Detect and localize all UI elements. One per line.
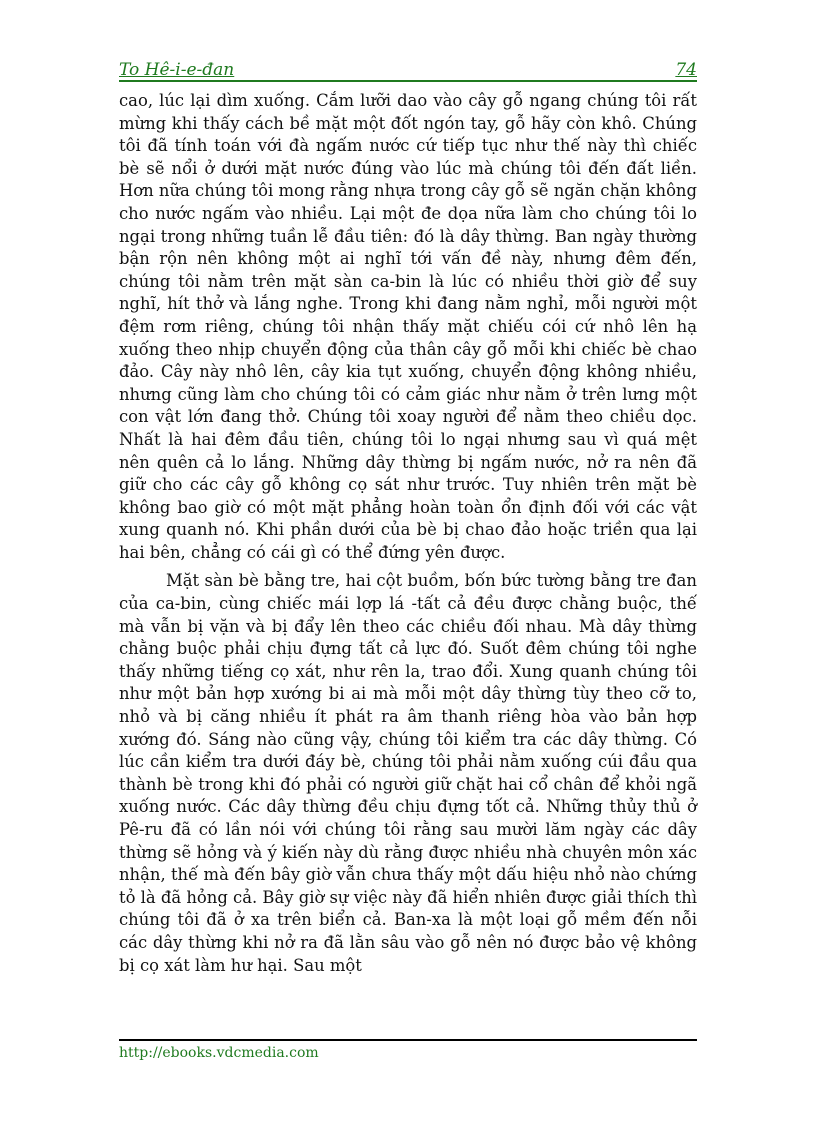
footer-url: http://ebooks.vdcmedia.com bbox=[119, 1045, 319, 1061]
page-number: 74 bbox=[675, 60, 697, 80]
running-header bbox=[119, 60, 697, 82]
book-title: To Hê-i-e-đan bbox=[119, 60, 235, 80]
body-text bbox=[119, 90, 697, 977]
header-divider bbox=[119, 80, 697, 82]
paragraph-1: cao, lúc lại dìm xuống. Cắm lưỡi dao vào cây gỗ ngang chúng tôi rất mừng khi thấy cách bề mặt một đốt ngón tay, gỗ hãy còn khô. Chúng tôi đã tính toán với đà ngấm nước cứ tiếp tục như thế này thì chiếc bè sẽ nổi ở dưới mặt nước đúng vào lúc mà chúng tôi đến đất liền. Hơn nữa chúng tôi mong rằng nhựa trong cây gỗ sẽ ngăn chặn không cho nước ngấm vào nhiều. Lại một đe dọa nữa làm cho chúng tôi lo ngại trong những tuần lễ đầu tiên: đó là dây thừng. Ban ngày thường bận rộn nên không một ai nghĩ tới vấn đề này, nhưng đêm đến, chúng tôi nằm trên mặt sàn ca-bin là lúc có nhiều thời giờ để suy nghĩ, hít thở và lắng nghe. Trong khi đang nằm nghỉ, mỗi người một đệm rơm riêng, chúng tôi nhận thấy mặt chiếu cói cứ nhô lên hạ xuống theo nhịp chuyển động của thân cây gỗ mỗi khi chiếc bè chao đảo. Cây này nhô lên, cây kia tụt xuống, chuyển động không nhiều, nhưng cũng làm cho chúng tôi có cảm giác như nằm ở trên lưng một con vật lớn đang thở. Chúng tôi xoay người để nằm theo chiều dọc. Nhất là hai đêm đầu tiên, chúng tôi lo ngại nhưng sau vì quá mệt nên quên cả lo lắng. Những dây thừng bị ngấm nước, nở ra nên đã giữ cho các cây gỗ không cọ sát như trước. Tuy nhiên trên mặt bè không bao giờ có một mặt phẳng hoàn toàn ổn định đối với các vật xung quanh nó. Khi phần dưới của bè bị chao đảo hoặc triền qua lại hai bên, chẳng có cái gì có thể đứng yên được. bbox=[119, 91, 697, 562]
footer-divider bbox=[119, 1039, 697, 1041]
paragraph-2: Mặt sàn bè bằng tre, hai cột buồm, bốn bức tường bằng tre đan của ca-bin, cùng chiếc mái lợp lá -tất cả đều được chằng buộc, thế mà vẫn bị vặn và bị đẩy lên theo các chiều đối nhau. Mà dây thừng chằng buộc phải chịu đựng tất cả lực đó. Suốt đêm chúng tôi nghe thấy những tiếng cọ xát, như rên la, trao đổi. Xung quanh chúng tôi như một bản hợp xướng bi ai mà mỗi một dây thừng tùy theo cỡ to, nhỏ và bị căng nhiều ít phát ra âm thanh riêng hòa vào bản hợp xướng đó. Sáng nào cũng vậy, chúng tôi kiểm tra các dây thừng. Có lúc cần kiểm tra dưới đáy bè, chúng tôi phải nằm xuống cúi đầu qua thành bè trong khi đó phải có người giữ chặt hai cổ chân để khỏi ngã xuống nước. Các dây thừng đều chịu đựng tốt cả. Những thủy thủ ở Pê-ru đã có lần nói với chúng tôi rằng sau mười lăm ngày các dây thừng sẽ hỏng và ý kiến này dù rằng được nhiều nhà chuyên môn xác nhận, thế mà đến bây giờ vẫn chưa thấy một dấu hiệu nhỏ nào chứng tỏ là đã hỏng cả. Bây giờ sự việc này đã hiển nhiên được giải thích thì chúng tôi đã ở xa trên biển cả. Ban-xa là một loại gỗ mềm đến nỗi các dây thừng khi nở ra đã lằn sâu vào gỗ nên nó được bảo vệ không bị cọ xát làm hư hại. Sau một bbox=[119, 571, 698, 975]
